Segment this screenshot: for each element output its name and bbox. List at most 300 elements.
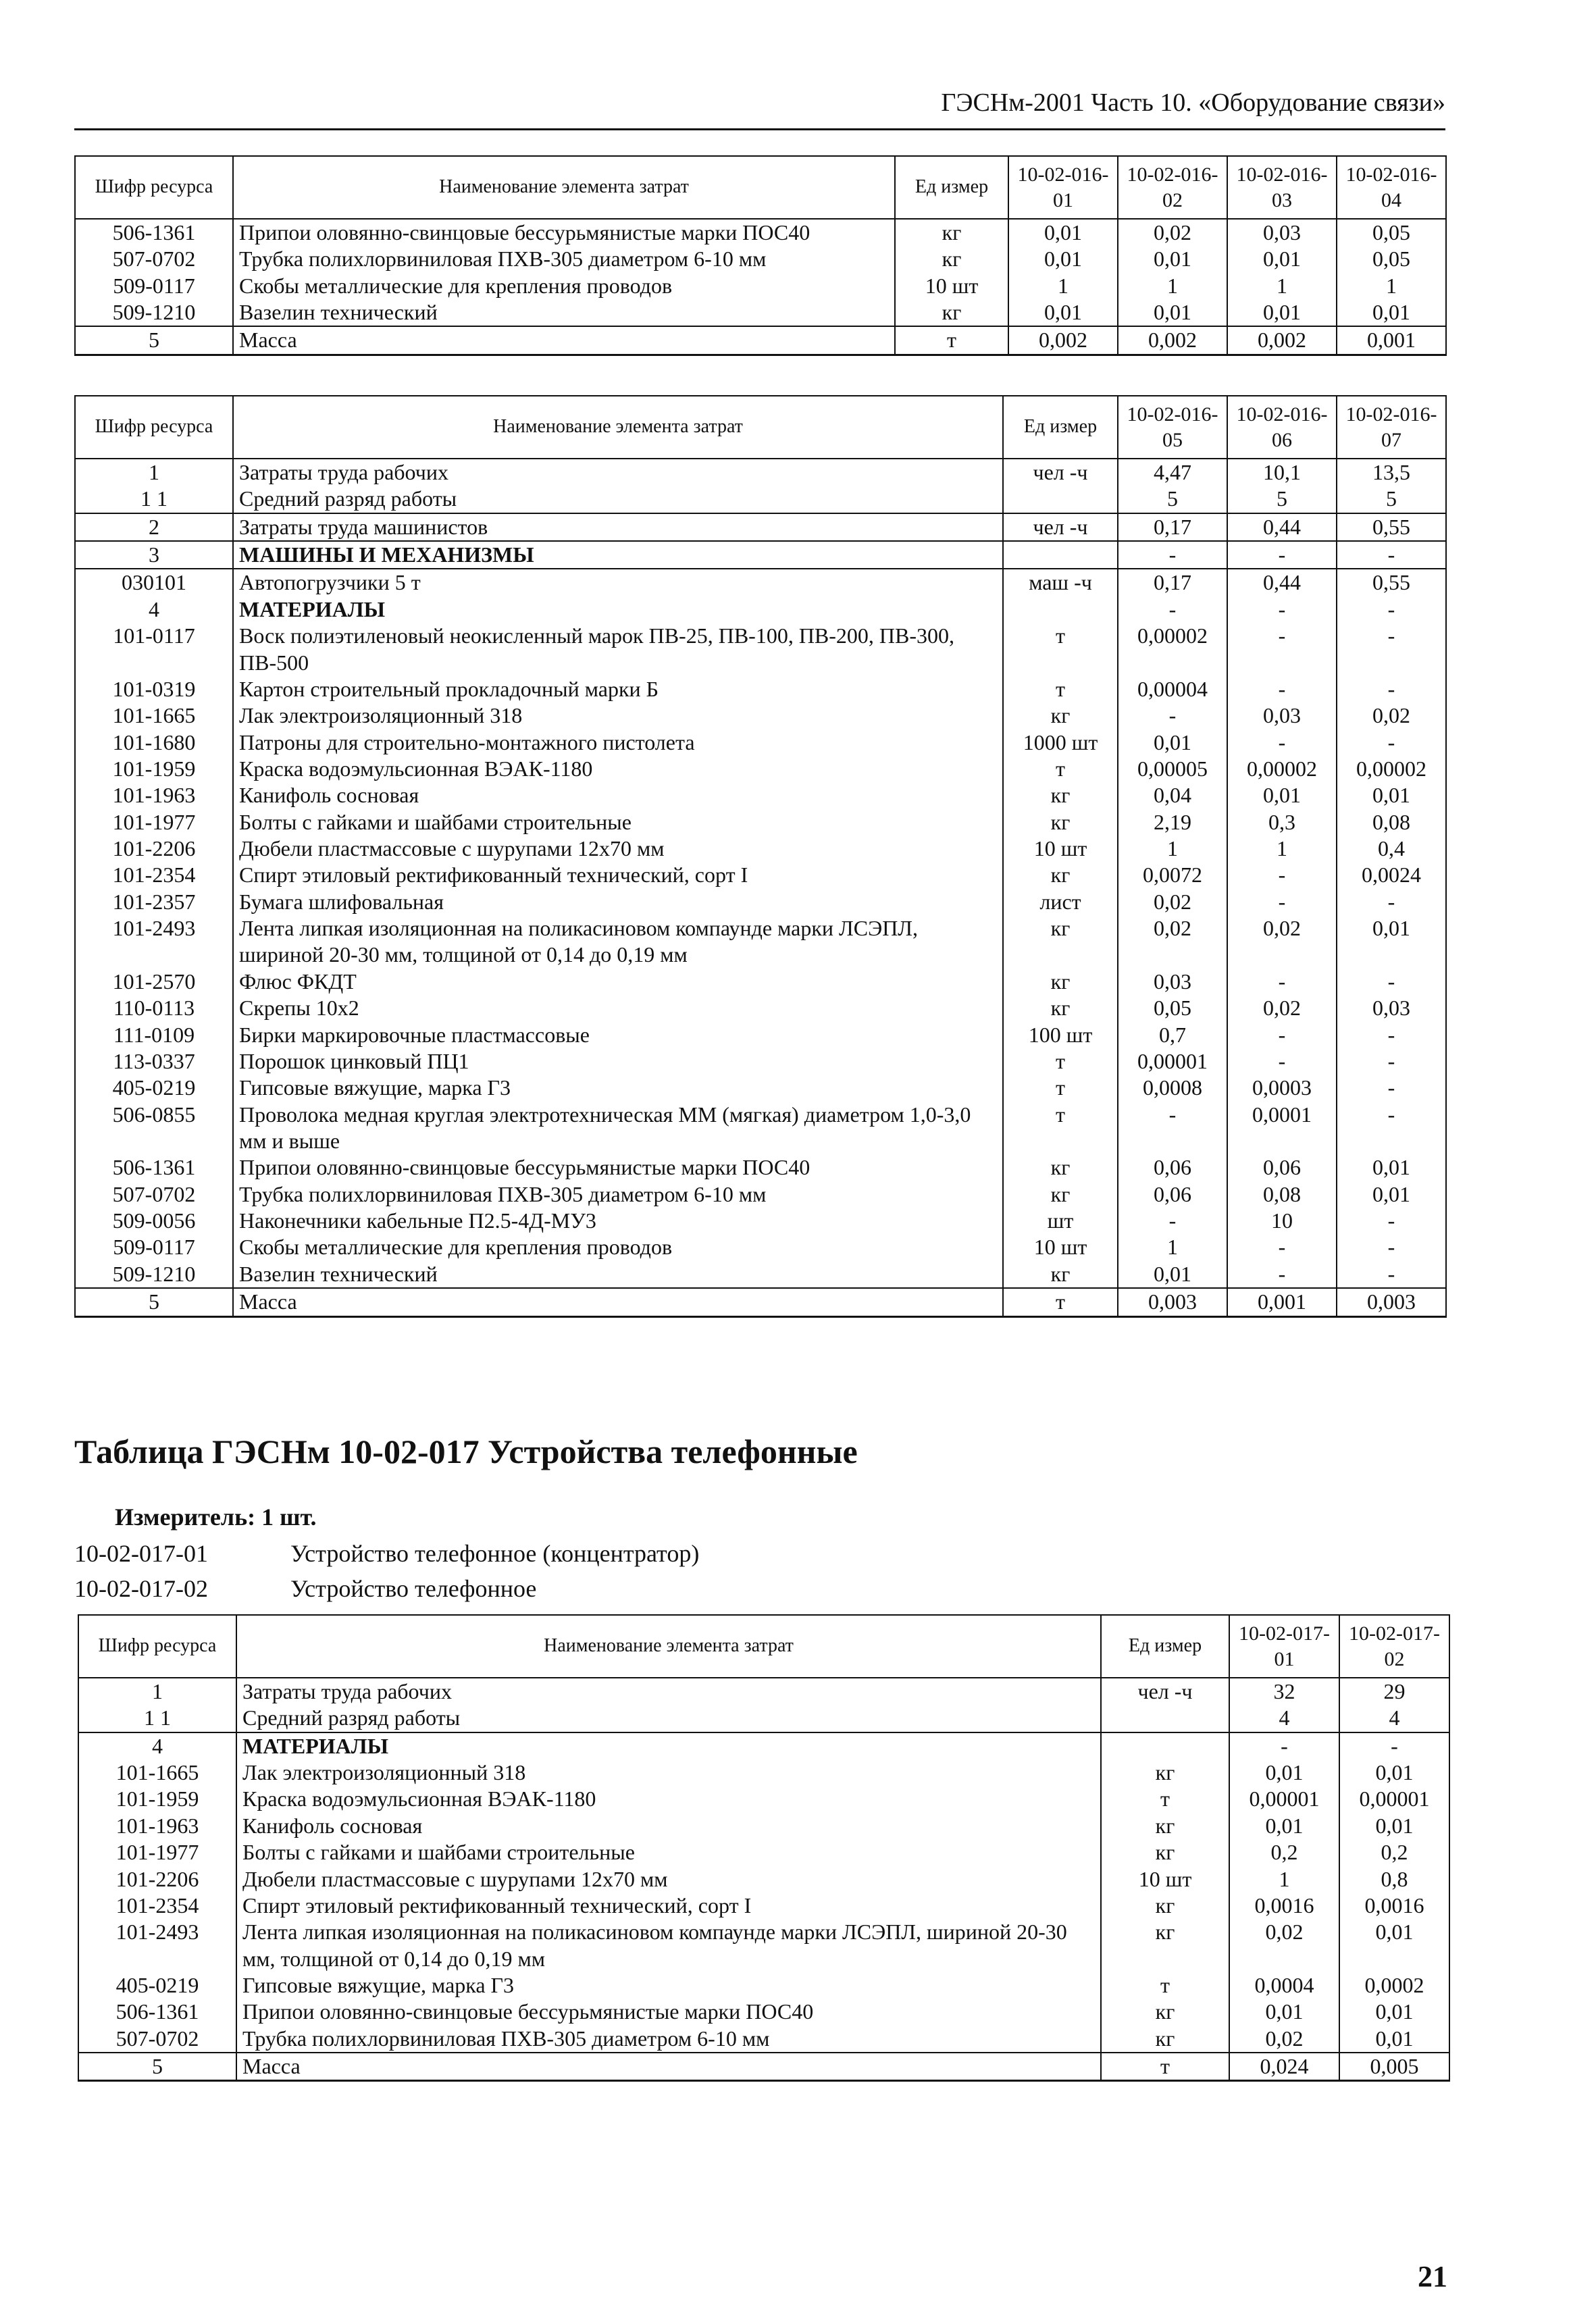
table-row: [75, 782, 1446, 808]
resource-code: 1: [75, 459, 233, 486]
norm-value: -: [1337, 729, 1446, 756]
norm-value: -: [1229, 1732, 1339, 1759]
table-header-row: [78, 1615, 1449, 1678]
cost-element-name: Бирки маркировочные пластмассовые: [233, 1022, 1003, 1048]
norm-value: 0,01: [1227, 299, 1337, 326]
unit-of-measure: кг: [1003, 1181, 1118, 1208]
table-row: [75, 246, 1446, 272]
column-header-variant: 10-02-016-03: [1227, 156, 1337, 219]
norm-value: 0,2: [1229, 1839, 1339, 1866]
resource-code: 101-0117: [75, 623, 233, 676]
norm-value: -: [1118, 541, 1227, 569]
cost-element-name: Болты с гайками и шайбами строительные: [236, 1839, 1101, 1866]
norm-value: 0,08: [1337, 809, 1446, 835]
cost-element-name: Вазелин технический: [233, 299, 895, 326]
table-row: [75, 756, 1446, 782]
column-header-unit: Ед измер: [895, 156, 1008, 219]
unit-of-measure: т: [1003, 1048, 1118, 1075]
norm-value: 0,01: [1118, 246, 1227, 272]
resource-code: 101-2493: [78, 1919, 236, 1972]
norm-value: 0,02: [1229, 1919, 1339, 1972]
resource-code: 507-0702: [75, 1181, 233, 1208]
column-header-name: Наименование элемента затрат: [236, 1615, 1101, 1678]
norm-value: 0,01: [1339, 1759, 1449, 1786]
resource-code: 101-2570: [75, 969, 233, 995]
unit-of-measure: кг: [1003, 1261, 1118, 1288]
cost-element-name: Канифоль сосновая: [236, 1813, 1101, 1839]
cost-element-name: Гипсовые вяжущие, марка Г3: [233, 1075, 1003, 1101]
norm-value: 0,3: [1227, 809, 1337, 835]
unit-of-measure: кг: [895, 219, 1008, 246]
norm-value: 0,001: [1227, 1288, 1337, 1316]
unit-of-measure: кг: [1101, 1813, 1229, 1839]
norm-value: 0,02: [1227, 915, 1337, 969]
cost-element-name: Трубка полихлорвиниловая ПХВ-305 диаметром 6-10 мм: [236, 2026, 1101, 2053]
cost-element-name: Скобы металлические для крепления проводов: [233, 273, 895, 299]
resource-code: 5: [78, 2053, 236, 2081]
resource-code: 1: [78, 1678, 236, 1705]
unit-of-measure: чел -ч: [1003, 513, 1118, 541]
cost-element-name: Масса: [233, 1288, 1003, 1316]
column-header-name: Наименование элемента затрат: [233, 156, 895, 219]
table-row: [75, 862, 1446, 888]
column-header-name: Наименование элемента затрат: [233, 396, 1003, 459]
table-row: [75, 1234, 1446, 1260]
page-number: 21: [1418, 2260, 1447, 2293]
resource-code: 4: [78, 1732, 236, 1759]
norm-value: 0,01: [1337, 782, 1446, 808]
norm-value: 0,00004: [1118, 676, 1227, 702]
norm-value: -: [1118, 1102, 1227, 1155]
measure-label: Измеритель:: [115, 1503, 256, 1531]
cost-element-name: Трубка полихлорвиниловая ПХВ-305 диаметром 6-10 мм: [233, 246, 895, 272]
norm-value: 0,7: [1118, 1022, 1227, 1048]
norm-value: 0,002: [1118, 326, 1227, 355]
norm-value: 0,55: [1337, 569, 1446, 596]
norm-value: 0,03: [1227, 702, 1337, 729]
norm-value: 1: [1118, 835, 1227, 862]
table-row: [75, 676, 1446, 702]
cost-element-name: Трубка полихлорвиниловая ПХВ-305 диаметром 6-10 мм: [233, 1181, 1003, 1208]
norm-value: -: [1337, 623, 1446, 676]
unit-of-measure: [1003, 541, 1118, 569]
unit-of-measure: кг: [895, 299, 1008, 326]
norm-value: 0,0008: [1118, 1075, 1227, 1101]
cost-element-name: Затраты труда рабочих: [233, 459, 1003, 486]
table-row: [75, 1102, 1446, 1155]
table-row: [75, 513, 1446, 541]
cost-element-name: Воск полиэтиленовый неокисленный марок ПВ-25, ПВ-100, ПВ-200, ПВ-300, ПВ-500: [233, 623, 1003, 676]
cost-element-name: Краска водоэмульсионная ВЭАК-1180: [233, 756, 1003, 782]
table-row: [78, 2026, 1449, 2053]
variant-code: 10-02-017-02: [74, 1575, 208, 1602]
resource-code: 101-1977: [75, 809, 233, 835]
norm-value: 0,01: [1339, 2026, 1449, 2053]
norm-value: 0,01: [1227, 246, 1337, 272]
table-row: [78, 1678, 1449, 1705]
norm-value: 29: [1339, 1678, 1449, 1705]
cost-element-name: Патроны для строительно-монтажного пистолета: [233, 729, 1003, 756]
table-row: [78, 1705, 1449, 1732]
resource-code: 3: [75, 541, 233, 569]
cost-element-name: Скрепы 10х2: [233, 995, 1003, 1021]
unit-of-measure: шт: [1003, 1208, 1118, 1234]
norm-value: -: [1227, 969, 1337, 995]
unit-of-measure: т: [1003, 756, 1118, 782]
table-row: [75, 729, 1446, 756]
norm-value: 0,00002: [1118, 623, 1227, 676]
resource-code: 509-1210: [75, 299, 233, 326]
table-row: [75, 1261, 1446, 1288]
table-row: [75, 541, 1446, 569]
cost-element-name: Краска водоэмульсионная ВЭАК-1180: [236, 1786, 1101, 1812]
unit-of-measure: кг: [1101, 1999, 1229, 2025]
cost-element-name: Средний разряд работы: [236, 1705, 1101, 1732]
norm-value: 0,01: [1008, 299, 1118, 326]
table-header-row: [75, 396, 1446, 459]
norm-value: 0,02: [1337, 702, 1446, 729]
norm-value: 0,00002: [1227, 756, 1337, 782]
norm-value: 0,01: [1008, 246, 1118, 272]
cost-element-name: Болты с гайками и шайбами строительные: [233, 809, 1003, 835]
table-row: [75, 1022, 1446, 1048]
unit-of-measure: 10 шт: [1101, 1866, 1229, 1893]
norm-value: 0,00001: [1118, 1048, 1227, 1075]
table-row: [78, 2053, 1449, 2081]
resource-code: 101-2206: [78, 1866, 236, 1893]
table-row: [78, 1839, 1449, 1866]
running-header: ГЭСНм-2001 Часть 10. «Оборудование связи»: [74, 88, 1445, 130]
table-row: [75, 1154, 1446, 1181]
column-header-variant: 10-02-016-02: [1118, 156, 1227, 219]
norm-value: 0,01: [1337, 1154, 1446, 1181]
norm-value: -: [1337, 596, 1446, 623]
unit-of-measure: кг: [895, 246, 1008, 272]
table-header-row: [75, 156, 1446, 219]
norm-value: 0,001: [1337, 326, 1446, 355]
cost-element-name: Гипсовые вяжущие, марка Г3: [236, 1972, 1101, 1999]
norm-value: 4: [1339, 1705, 1449, 1732]
norm-value: 1: [1227, 273, 1337, 299]
norm-value: 0,0072: [1118, 862, 1227, 888]
norm-value: 0,01: [1227, 782, 1337, 808]
column-header-variant: 10-02-016-07: [1337, 396, 1446, 459]
norm-value: 1: [1337, 273, 1446, 299]
unit-of-measure: 1000 шт: [1003, 729, 1118, 756]
norm-value: 0,01: [1339, 1919, 1449, 1972]
norm-value: 0,02: [1227, 995, 1337, 1021]
resource-code: 111-0109: [75, 1022, 233, 1048]
unit-of-measure: [1003, 486, 1118, 513]
table-row: [75, 1208, 1446, 1234]
resource-code: 101-2354: [78, 1893, 236, 1919]
resource-code: 101-1959: [78, 1786, 236, 1812]
table-row: [75, 915, 1446, 969]
norm-value: 0,01: [1118, 729, 1227, 756]
table-row: [75, 835, 1446, 862]
unit-of-measure: кг: [1101, 1839, 1229, 1866]
table-row: [75, 1075, 1446, 1101]
norm-value: -: [1227, 862, 1337, 888]
norm-value: -: [1337, 1075, 1446, 1101]
table-row: [75, 326, 1446, 355]
table-row: [75, 702, 1446, 729]
unit-of-measure: чел -ч: [1101, 1678, 1229, 1705]
table-row: [78, 1919, 1449, 1972]
column-header-variant: 10-02-016-06: [1227, 396, 1337, 459]
column-header-unit: Ед измер: [1003, 396, 1118, 459]
table-row: [78, 1813, 1449, 1839]
unit-of-measure: т: [895, 326, 1008, 355]
cost-element-name: Масса: [236, 2053, 1101, 2081]
resource-code: 101-2206: [75, 835, 233, 862]
unit-of-measure: т: [1101, 1972, 1229, 1999]
unit-of-measure: кг: [1003, 1154, 1118, 1181]
norm-value: 0,01: [1008, 219, 1118, 246]
resource-code: 101-1665: [75, 702, 233, 729]
resource-code: 101-0319: [75, 676, 233, 702]
unit-of-measure: 10 шт: [1003, 1234, 1118, 1260]
norm-value: 0,01: [1339, 1813, 1449, 1839]
norm-value: 0,00001: [1339, 1786, 1449, 1812]
table-row: [75, 889, 1446, 915]
norm-value: 0,05: [1337, 246, 1446, 272]
cost-element-name: Спирт этиловый ректификованный технический, сорт I: [236, 1893, 1101, 1919]
norm-value: 0,002: [1008, 326, 1118, 355]
cost-element-name: Дюбели пластмассовые с шурупами 12х70 мм: [236, 1866, 1101, 1893]
resource-code: 405-0219: [78, 1972, 236, 1999]
unit-of-measure: т: [1003, 1288, 1118, 1316]
cost-element-name: Спирт этиловый ректификованный технический, сорт I: [233, 862, 1003, 888]
norm-value: 5: [1337, 486, 1446, 513]
resource-code: 101-2357: [75, 889, 233, 915]
norm-value: 4: [1229, 1705, 1339, 1732]
table-row: [75, 969, 1446, 995]
cost-element-name: Порошок цинковый ПЦ1: [233, 1048, 1003, 1075]
table-row: [78, 1759, 1449, 1786]
cost-element-name: Затраты труда машинистов: [233, 513, 1003, 541]
resource-code: 113-0337: [75, 1048, 233, 1075]
norm-value: 0,06: [1227, 1154, 1337, 1181]
table-row: [75, 459, 1446, 486]
column-header-code: Шифр ресурса: [75, 156, 233, 219]
unit-of-measure: т: [1003, 1102, 1118, 1155]
cost-element-name: Проволока медная круглая электротехническая ММ (мягкая) диаметром 1,0-3,0 мм и выше: [233, 1102, 1003, 1155]
norm-value: 0,05: [1337, 219, 1446, 246]
table-row: [78, 1866, 1449, 1893]
unit-of-measure: кг: [1003, 969, 1118, 995]
norm-value: -: [1227, 1261, 1337, 1288]
norm-value: 10: [1227, 1208, 1337, 1234]
norm-value: -: [1118, 702, 1227, 729]
norm-value: 0,002: [1227, 326, 1337, 355]
norm-value: 0,0016: [1339, 1893, 1449, 1919]
unit-of-measure: кг: [1003, 915, 1118, 969]
resource-code: 509-0117: [75, 1234, 233, 1260]
resource-table-017: [78, 1614, 1450, 2082]
norm-value: 0,06: [1118, 1181, 1227, 1208]
unit-of-measure: кг: [1101, 1919, 1229, 1972]
norm-value: 0,4: [1337, 835, 1446, 862]
norm-value: 0,03: [1337, 995, 1446, 1021]
norm-value: 0,03: [1227, 219, 1337, 246]
measure-value: 1 шт.: [261, 1503, 317, 1531]
table-row: [75, 623, 1446, 676]
norm-value: -: [1118, 596, 1227, 623]
norm-value: 2,19: [1118, 809, 1227, 835]
cost-element-name: МАШИНЫ И МЕХАНИЗМЫ: [233, 541, 1003, 569]
table-row: [78, 1972, 1449, 1999]
norm-value: 32: [1229, 1678, 1339, 1705]
norm-value: 0,024: [1229, 2053, 1339, 2081]
cost-element-name: Припои оловянно-свинцовые бессурьмянистые марки ПОС40: [233, 1154, 1003, 1181]
column-header-variant: 10-02-016-04: [1337, 156, 1446, 219]
resource-code: 101-1963: [78, 1813, 236, 1839]
norm-value: 0,01: [1118, 299, 1227, 326]
norm-value: 0,01: [1229, 1999, 1339, 2025]
table-row: [75, 1181, 1446, 1208]
resource-table-016-part2: [74, 395, 1447, 1318]
table-row: [75, 273, 1446, 299]
norm-value: 0,02: [1118, 219, 1227, 246]
norm-value: 0,01: [1229, 1759, 1339, 1786]
norm-value: 0,55: [1337, 513, 1446, 541]
norm-value: 0,0003: [1227, 1075, 1337, 1101]
norm-value: -: [1339, 1732, 1449, 1759]
resource-code: 506-1361: [75, 219, 233, 246]
norm-value: 0,05: [1118, 995, 1227, 1021]
resource-code: 506-1361: [78, 1999, 236, 2025]
unit-of-measure: [1101, 1705, 1229, 1732]
norm-value: 13,5: [1337, 459, 1446, 486]
table-row: [75, 299, 1446, 326]
norm-value: 0,44: [1227, 513, 1337, 541]
unit-of-measure: кг: [1003, 809, 1118, 835]
norm-value: -: [1227, 596, 1337, 623]
norm-value: 0,44: [1227, 569, 1337, 596]
unit-of-measure: т: [1003, 1075, 1118, 1101]
norm-value: 0,01: [1339, 1999, 1449, 2025]
unit-of-measure: кг: [1101, 2026, 1229, 2053]
table-row: [78, 1893, 1449, 1919]
unit-of-measure: лист: [1003, 889, 1118, 915]
norm-value: 0,17: [1118, 513, 1227, 541]
norm-value: -: [1337, 1048, 1446, 1075]
cost-element-name: Затраты труда рабочих: [236, 1678, 1101, 1705]
norm-value: -: [1337, 1234, 1446, 1260]
resource-table-016-part1: [74, 155, 1447, 356]
norm-value: -: [1227, 729, 1337, 756]
cost-element-name: Масса: [233, 326, 895, 355]
unit-of-measure: чел -ч: [1003, 459, 1118, 486]
table-row: [75, 569, 1446, 596]
resource-code: 030101: [75, 569, 233, 596]
cost-element-name: Флюс ФКДТ: [233, 969, 1003, 995]
unit-of-measure: 10 шт: [895, 273, 1008, 299]
unit-of-measure: кг: [1003, 995, 1118, 1021]
resource-code: 509-1210: [75, 1261, 233, 1288]
cost-element-name: Лента липкая изоляционная на поликасиновом компаунде марки ЛСЭПЛ, шириной 20-30 мм, толщиной от 0,14 до 0,19 мм: [236, 1919, 1101, 1972]
resource-code: 1 1: [78, 1705, 236, 1732]
unit-of-measure: т: [1101, 1786, 1229, 1812]
table-row: [78, 1999, 1449, 2025]
norm-value: 1: [1118, 273, 1227, 299]
norm-value: -: [1118, 1208, 1227, 1234]
norm-value: -: [1227, 676, 1337, 702]
cost-element-name: Автопогрузчики 5 т: [233, 569, 1003, 596]
norm-value: 0,00002: [1337, 756, 1446, 782]
norm-value: 0,02: [1118, 889, 1227, 915]
norm-value: -: [1227, 623, 1337, 676]
table-row: [75, 1048, 1446, 1075]
resource-code: 507-0702: [75, 246, 233, 272]
norm-value: -: [1337, 1102, 1446, 1155]
norm-value: 0,01: [1337, 299, 1446, 326]
column-header-variant: 10-02-016-05: [1118, 396, 1227, 459]
norm-value: 1: [1118, 1234, 1227, 1260]
norm-value: 0,00001: [1229, 1786, 1339, 1812]
norm-value: 4,47: [1118, 459, 1227, 486]
cost-element-name: Вазелин технический: [233, 1261, 1003, 1288]
norm-value: 10,1: [1227, 459, 1337, 486]
cost-element-name: Лента липкая изоляционная на поликасиновом компаунде марки ЛСЭПЛ, шириной 20-30 мм, толщиной от 0,14 до 0,19 мм: [233, 915, 1003, 969]
cost-element-name: МАТЕРИАЛЫ: [233, 596, 1003, 623]
column-header-variant: 10-02-016-01: [1008, 156, 1118, 219]
norm-value: 0,00005: [1118, 756, 1227, 782]
variant-item: [74, 1571, 699, 1606]
norm-value: 0,0016: [1229, 1893, 1339, 1919]
norm-value: 0,17: [1118, 569, 1227, 596]
measure-line: [115, 1503, 316, 1531]
norm-value: 0,01: [1118, 1261, 1227, 1288]
cost-element-name: Канифоль сосновая: [233, 782, 1003, 808]
norm-value: 0,08: [1227, 1181, 1337, 1208]
norm-value: 0,003: [1118, 1288, 1227, 1316]
column-header-variant: 10-02-017-01: [1229, 1615, 1339, 1678]
cost-element-name: Скобы металлические для крепления проводов: [233, 1234, 1003, 1260]
norm-value: -: [1337, 1261, 1446, 1288]
resource-code: 509-0117: [75, 273, 233, 299]
column-header-code: Шифр ресурса: [78, 1615, 236, 1678]
unit-of-measure: кг: [1003, 782, 1118, 808]
norm-value: 0,8: [1339, 1866, 1449, 1893]
table-row: [78, 1786, 1449, 1812]
norm-value: 0,005: [1339, 2053, 1449, 2081]
table-row: [78, 1732, 1449, 1759]
table-row: [75, 596, 1446, 623]
cost-element-name: Средний разряд работы: [233, 486, 1003, 513]
table-row: [75, 809, 1446, 835]
norm-value: -: [1337, 969, 1446, 995]
variant-item: [74, 1536, 699, 1571]
norm-value: 0,0004: [1229, 1972, 1339, 1999]
variant-name: Устройство телефонное (концентратор): [290, 1540, 700, 1567]
table-row: [75, 219, 1446, 246]
norm-value: 0,06: [1118, 1154, 1227, 1181]
table-017-title: Таблица ГЭСНм 10-02-017 Устройства телефонные: [74, 1433, 858, 1470]
cost-element-name: Бумага шлифовальная: [233, 889, 1003, 915]
unit-of-measure: т: [1003, 623, 1118, 676]
resource-code: 2: [75, 513, 233, 541]
resource-code: 101-1977: [78, 1839, 236, 1866]
unit-of-measure: [1003, 596, 1118, 623]
unit-of-measure: кг: [1003, 862, 1118, 888]
norm-value: 1: [1008, 273, 1118, 299]
unit-of-measure: [1101, 1732, 1229, 1759]
unit-of-measure: т: [1003, 676, 1118, 702]
unit-of-measure: кг: [1101, 1893, 1229, 1919]
resource-code: 405-0219: [75, 1075, 233, 1101]
